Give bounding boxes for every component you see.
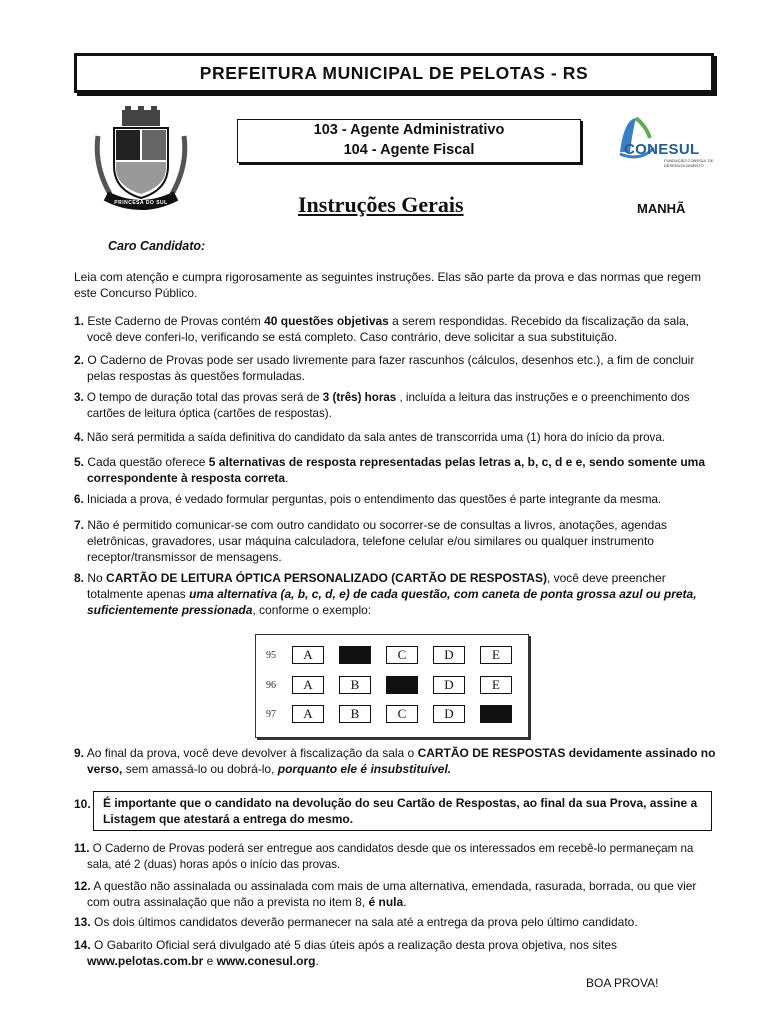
city-crest-emblem — [92, 106, 190, 218]
instruction-12: 12. A questão não assinalada ou assinalada com mais de uma alternativa, emendada, rasurada, borrada, ou que vier com outra assinalação que não a prevista no item 8, é nula. — [74, 879, 697, 909]
example-option: D — [433, 705, 465, 723]
instruction-2: 2. O Caderno de Provas pode ser usado livremente para fazer rascunhos (cálculos, desenhos etc.), a fim de concluir pelas respostas às questões formuladas. — [74, 353, 695, 383]
instruction-10-text: É importante que o candidato na devolução do seu Cartão de Respostas, ao final da sua Prova, assine a Listagem que atestará a entrega do mesmo. — [103, 796, 698, 826]
course-box — [237, 119, 581, 163]
header-title: PREFEITURA MUNICIPAL DE PELOTAS - RS — [74, 53, 714, 93]
example-option: D — [433, 676, 465, 694]
example-option-filled: C — [386, 676, 418, 694]
course-104: 104 - Agente Fiscal — [343, 142, 475, 158]
example-row — [266, 675, 527, 695]
instruction-14: 14. O Gabarito Oficial será divulgado até 5 dias úteis após a realização desta prova objetiva, nos sites www.pelotas.com.br e www.conesul.org. — [74, 938, 617, 968]
intro-paragraph: Leia com atenção e cumpra rigorosamente as seguintes instruções. Elas são parte da prova e das normas que regem este Concurso Público. — [74, 270, 702, 300]
instruction-10-box — [93, 791, 712, 831]
example-row — [266, 645, 527, 665]
example-option: A — [292, 705, 324, 723]
example-option: A — [292, 676, 324, 694]
instruction-7: 7. Não é permitido comunicar-se com outro candidato ou socorrer-se de consultas a livros, anotações, agendas eletrônicas, gravadores, usar máquina calculadora, telefone celular e/ou similares ou qualquer instrumento receptor/transmissor de mensagens. — [74, 518, 667, 564]
instruction-6: 6. Iniciada a prova, é vedado formular perguntas, pois o entendimento das questões é parte integrante da mesma. — [74, 493, 662, 506]
logo-tagline: FUNDAÇÃO CONESUL DE DESENVOLVIMENTO — [664, 158, 714, 168]
page-title: Instruções Gerais — [298, 192, 464, 217]
example-option: C — [386, 705, 418, 723]
instruction-13: 13. Os dois últimos candidatos deverão permanecer na sala até a entrega da prova pelo último candidato. — [74, 915, 638, 929]
example-question-number: 96 — [266, 679, 276, 691]
instruction-4: 4. Não será permitida a saída definitiva do candidato da sala antes de transcorrida uma (1) hora do início da prova. — [74, 431, 665, 444]
answer-example — [255, 634, 529, 738]
closing-message: BOA PROVA! — [586, 976, 659, 990]
instruction-3: 3. O tempo de duração total das provas será de 3 (três) horas , incluída a leitura das instruções e o preenchimento dos cartões de leitura óptica (cartões de respostas). — [74, 391, 690, 420]
instruction-9: 9. Ao final da prova, você deve devolver à fiscalização da sala o CARTÃO DE RESPOSTAS devidamente assinado no verso, sem amassá-lo ou dobrá-lo, porquanto ele é insubstituível. — [74, 746, 716, 776]
conesul-logo — [610, 112, 718, 178]
example-option: A — [292, 646, 324, 664]
example-option: D — [433, 646, 465, 664]
greeting: Caro Candidato: — [108, 239, 206, 253]
instruction-5: 5. Cada questão oferece 5 alternativas de resposta representadas pelas letras a, b, c, d e e, sendo somente uma correspondente à resposta correta. — [74, 455, 705, 485]
example-option: C — [386, 646, 418, 664]
course-103: 103 - Agente Administrativo — [313, 122, 505, 138]
example-option: E — [480, 676, 512, 694]
example-option: E — [480, 646, 512, 664]
logo-name: CONESUL — [624, 141, 700, 158]
crest-motto: PRINCESA DO SUL — [114, 200, 168, 206]
example-question-number: 97 — [266, 708, 276, 720]
example-option: B — [339, 676, 371, 694]
instruction-11: 11. O Caderno de Provas poderá ser entregue aos candidatos desde que os interessados em recebê-lo permaneçam na sala, até 2 (duas) horas após o início das provas. — [74, 842, 694, 871]
instruction-10-number: 10. — [74, 797, 91, 811]
exam-shift: MANHÃ — [637, 201, 686, 216]
example-option-filled: B — [339, 646, 371, 664]
instruction-1: 1. Este Caderno de Provas contém 40 questões objetivas a serem respondidas. Recebido da fiscalização da sala, você deve conferi-lo, verificando se está completo. Caso contrário, deve solicitar a sua substituição. — [74, 314, 690, 344]
instruction-8: 8. No CARTÃO DE LEITURA ÓPTICA PERSONALIZADO (CARTÃO DE RESPOSTAS), você deve preencher totalmente apenas uma alternativa (a, b, c, d, e) de cada questão, com caneta de ponta grossa azul ou preta, suficientemente pressionada, conforme o exemplo: — [74, 571, 697, 617]
example-question-number: 95 — [266, 649, 276, 661]
example-row — [266, 704, 527, 724]
example-option: B — [339, 705, 371, 723]
example-option-filled: E — [480, 705, 512, 723]
